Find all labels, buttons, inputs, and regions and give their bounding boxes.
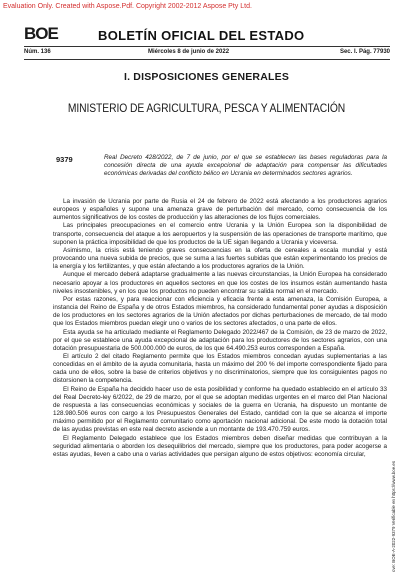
body-text [53,198,387,459]
paragraph: La invasión de Ucrania por parte de Rusia el 24 de febrero de 2022 está afectando a los productores agrarios europeos y españoles y supone una amenaza grave de perturbación del mercado, como consecuencia de los aumentos significativos de los costes de producción y las alteraciones de los flujos comerciales. [53,198,387,222]
document-header [24,22,390,48]
header-rule-bottom [24,59,390,60]
boe-logo [24,24,70,42]
paragraph: Las principales preocupaciones en el comercio entre Ucrania y la Unión Europea son la disponibilidad de transporte, consecuencia del ataque a los aeropuertos y la suspensión de las operaciones de transporte marítimo, que suponen la práctica imposibilidad de que los productos de la UE sigan llegando a Ucrania y viceversa. [53,222,387,246]
issue-number: Núm. 136 [24,49,51,55]
paragraph: El Reino de España ha decidido hacer uso de esta posibilidad y conforme ha quedado establecido en el artículo 33 del Real Decreto-ley 6/2022, de 29 de marzo, por el que se adoptan medidas urgentes en el marco del Plan Nacional de respuesta a las consecuencias económicas y sociales de la guerra en Ucrania, ha dispuesto un montante de 128.980.506 euros con cargo a los Presupuestos Generales del Estado, cantidad con la que se alcanza el importe máximo permitido por el Reglamento comunitario como aportación nacional adicional. De este modo la dotación total de las ayudas previstas en este real decreto asciende a un montante de 193.470.759 euros. [53,385,387,434]
paragraph: Aunque el mercado deberá adaptarse gradualmente a las nuevas circunstancias, la Unión Europea ha considerado necesario apoyar a los productores en aquellos sectores en que los costes de los insumos están aumentando hasta niveles insostenibles, y en los que los productos no pueden encontrar su salida normal en el mercado. [53,271,387,295]
paragraph: Esta ayuda se ha articulado mediante el Reglamento Delegado 2022/467 de la Comisión, de 23 de marzo de 2022, por el que se establece una ayuda excepcional de adaptación para los productores de los sectores agrarios, con una dotación presupuestaria de 500.000.000 de euros, de los que 64.490.253 euros corresponden a España. [53,328,387,352]
section-page: Sec. I. Pág. 77930 [339,49,390,55]
issue-meta-row [24,49,390,59]
paragraph: El Reglamento Delegado establece que los Estados miembros deben diseñar medidas que contribuyan a la seguridad alimentaria o aborden los desequilibrios del mercado, siempre que los productores, para poder acogerse a estas ayudas, lleven a cabo una o varias actividades que persigan alguno de estos objetivos: economía circular, [53,434,387,458]
evaluation-watermark: Evaluation Only. Created with Aspose.Pdf. Copyright 2002-2012 Aspose Pty Ltd. [3,3,252,10]
header-rule-top [24,46,390,47]
paragraph: Por estas razones, y para reaccionar con eficiencia y eficacia frente a esta amenaza, la Comisión Europea, a instancia del Reino de España y de otros Estados miembros, ha considerado fundamental poner ayudas a disposición de los productores en los sectores agrarios de la Unión afectados por dichas perturbaciones de mercado, de tal modo que los Estados miembros puedan elegir uno o varios de los sectores afectados, o una parte de ellos. [53,295,387,328]
cve-verification: cve: BOE-A-2022-9379 Verificable en https://www.boe.es [391,460,396,572]
ministry-heading: MINISTERIO DE AGRICULTURA, PESCA Y ALIMENTACIÓN [67,101,346,115]
paragraph: Asimismo, la crisis está teniendo graves consecuencias en la oferta de cereales a escala mundial y está provocando una nueva subida de precios, que se suma a las fuertes subidas que están experimentando los precios de la energía y los fertilizantes, y que están afectando a los productores agrarios de la Unión. [53,246,387,271]
entry-number: 9379 [56,155,73,164]
issue-date: Miércoles 8 de junio de 2022 [148,49,230,55]
entry-summary: Real Decreto 428/2022, de 7 de junio, por el que se establecen las bases reguladoras para la concesión directa de una ayuda excepcional de adaptación para compensar las dificultades económicas derivadas del conflicto bélico en Ucrania en determinados sectores agrarios. [104,154,387,177]
paragraph: El artículo 2 del citado Reglamento permite que los Estados miembros concedan ayudas suplementarias a las concedidas en el ámbito de la ayuda comunitaria, hasta un máximo del 200 % del importe correspondiente fijado para cada uno de ellos, sobre la base de criterios objetivos y no discriminatorios, siempre que los consiguientes pagos no distorsionen la competencia. [53,352,387,385]
section-title: I. DISPOSICIONES GENERALES [123,71,290,83]
svg-text:BOE: BOE [24,24,58,42]
gazette-title: BOLETÍN OFICIAL DEL ESTADO [98,28,305,43]
